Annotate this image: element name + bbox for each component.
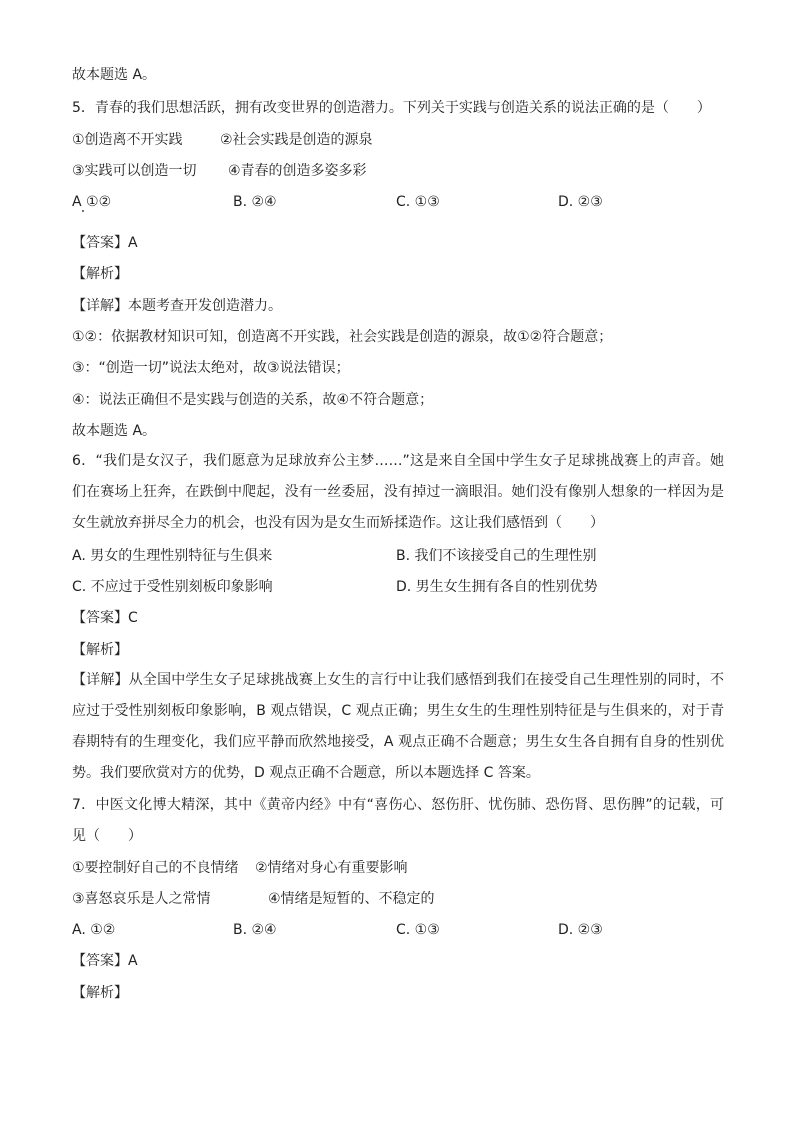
q7-statement-1: ①要控制好自己的不良情绪: [72, 860, 239, 876]
q5-option-c: C. ①③: [396, 194, 440, 210]
q6-stem: 6．“我们是女汉子，我们愿意为足球放弃公主梦……”这是来自全国中学生女子足球挑战赛上的声音。她们在赛场上狂奔，在跌倒中爬起，没有一丝委屈，没有掉过一滴眼泪。她们没有像别人想象的一样因为是女生就放弃拼尽全力的机会，也没有因为是女生而矫揉造作。这让我们感悟到（ ）: [72, 453, 724, 531]
q5-point-2: ③：“创造一切”说法太绝对，故③说法错误；: [72, 360, 350, 376]
q5-answer: 【答案】A: [72, 235, 138, 251]
q6-option-a: A. 男女的生理性别特征与生俱来: [72, 548, 273, 564]
q6-analysis-label: 【解析】: [72, 642, 128, 658]
q7-analysis-label: 【解析】: [72, 985, 128, 1001]
prev-conclusion: 故本题选 A。: [72, 67, 157, 83]
q7-statement-3: ③喜怒哀乐是人之常情: [72, 891, 211, 907]
q5-option-d: D. ②③: [558, 194, 603, 210]
q5-stem: 5．青春的我们思想活跃，拥有改变世界的创造潜力。下列关于实践与创造关系的说法正确的是（ ）: [72, 100, 711, 116]
q6-answer: 【答案】C: [72, 610, 138, 626]
q7-stem: 7．中医文化博大精深，其中《黄帝内经》中有“喜伤心、怒伤肝、忧伤肺、恐伤肾、思伤脾”的记载，可见（ ）: [72, 797, 724, 844]
q5-statement-4: ④青春的创造多姿多彩: [228, 163, 367, 179]
q5-statement-3: ③实践可以创造一切: [72, 163, 197, 179]
q5-option-a: A ①②: [72, 194, 112, 210]
q7-statement-2: ②情绪对身心有重要影响: [255, 860, 408, 876]
q5-conclusion: 故本题选 A。: [72, 423, 157, 439]
q5-detail: 【详解】本题考查开发创造潜力。: [72, 298, 282, 314]
q7-option-b: B. ②④: [233, 922, 277, 938]
q6-option-c: C. 不应过于受性别刻板印象影响: [72, 579, 273, 595]
q5-option-b: B. ②④: [233, 194, 277, 210]
q6-detail: 【详解】从全国中学生女子足球挑战赛上女生的言行中让我们感悟到我们在接受自己生理性别的同时，不应过于受性别刻板印象影响，B 观点错误，C 观点正确；男生女生的生理性别特征是与生俱来的，对于青春期特有的生理变化，我们应平静而欣然地接受，A 观点正确不合题意；男生女生各自拥有自身的性别优势。我们要欣赏对方的优势，D 观点正确不合题意，所以本题选择 C 答案。: [72, 672, 724, 781]
q7-option-d: D. ②③: [558, 922, 603, 938]
q5-analysis-label: 【解析】: [72, 266, 128, 282]
q6-option-d: D. 男生女生拥有各自的性别优势: [396, 579, 598, 595]
stray-dot: [82, 210, 84, 212]
q5-point-3: ④：说法正确但不是实践与创造的关系，故④不符合题意；: [72, 392, 434, 408]
q5-statement-2: ②社会实践是创造的源泉: [220, 132, 373, 148]
q6-option-b: B. 我们不该接受自己的生理性别: [396, 548, 597, 564]
q5-point-1: ①②：依据教材知识可知，创造离不开实践，社会实践是创造的源泉，故①②符合题意；: [72, 329, 613, 345]
q7-option-a: A. ①②: [72, 922, 116, 938]
q7-option-c: C. ①③: [396, 922, 440, 938]
q5-statement-1: ①创造离不开实践: [72, 132, 183, 148]
q7-answer: 【答案】A: [72, 953, 138, 969]
q7-statement-4: ④情绪是短暂的、不稳定的: [268, 891, 435, 907]
